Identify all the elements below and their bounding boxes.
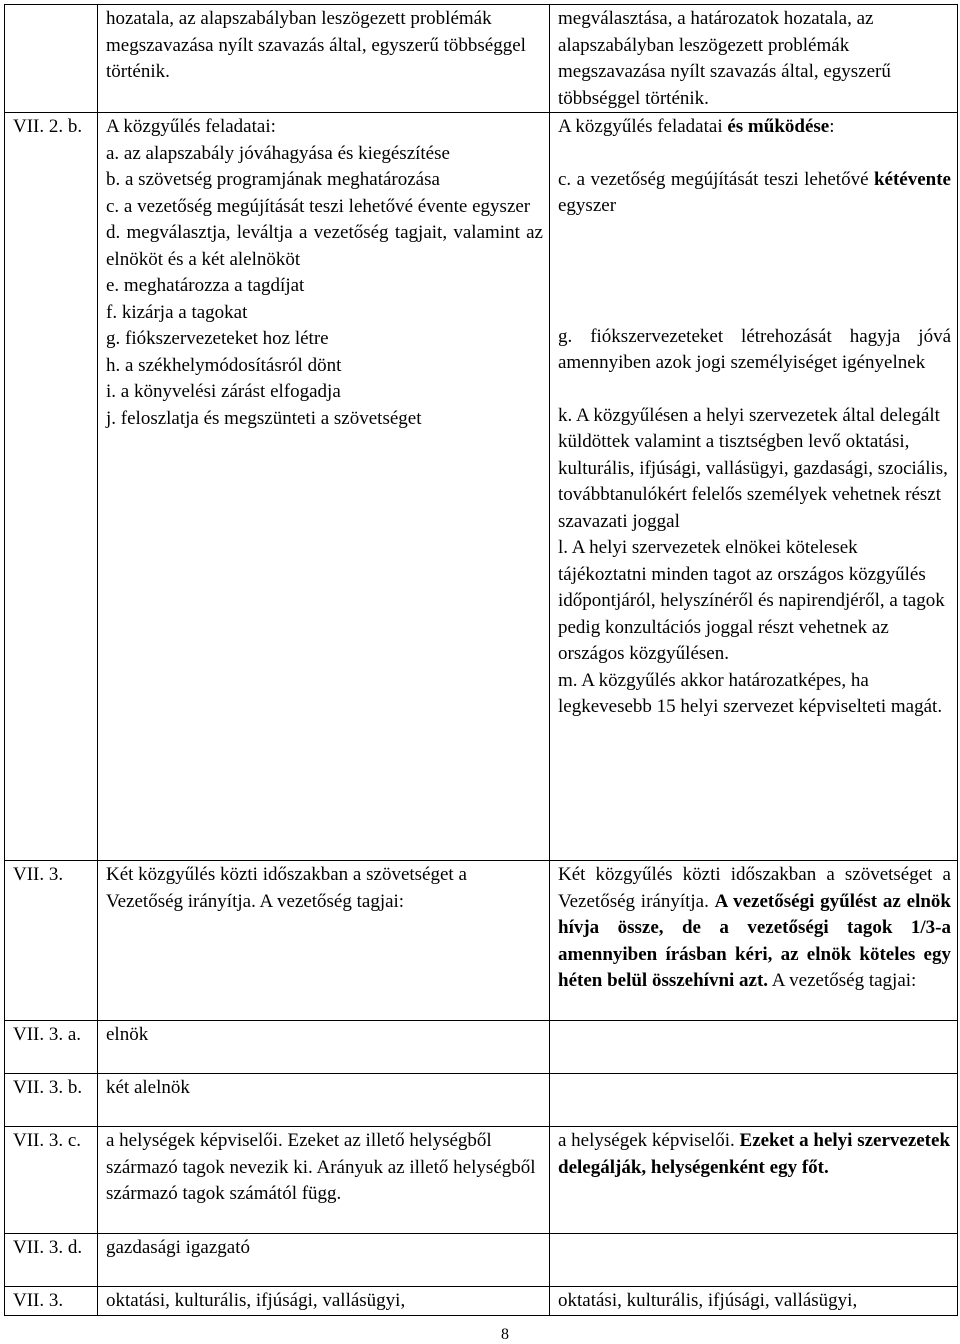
amended-text: oktatási, kulturális, ifjúsági, vallásügyi, [558, 1290, 858, 1311]
original-text-cell [98, 1287, 550, 1316]
article-id-cell: VII. 3. [5, 1287, 98, 1316]
amended-text-bold: A vezetőségi gyűlést az elnök hívja össze, de a vezetőségi tagok 1/3-a amennyiben írásban kéri, az elnök köteles egy héten belül összehívni azt. [558, 890, 951, 991]
original-text: Két közgyűlés közti időszakban a szövetséget a Vezetőség irányítja. A vezetőség tagjai: [106, 864, 467, 912]
original-text-cell [98, 5, 550, 113]
list-item: A közgyűlés feladatai: [106, 116, 276, 137]
amended-text: megválasztása, a határozatok hozatala, az alapszabályban leszögezett problémák megszavazása nyílt szavazás által, egyszerű többséggel történik. [558, 8, 891, 109]
original-text-cell [98, 1074, 550, 1127]
article-id-cell: VII. 3. b. [5, 1074, 98, 1127]
table-row [5, 861, 958, 1021]
amended-text-cell [550, 5, 958, 113]
article-id-cell: VII. 3. d. [5, 1234, 98, 1287]
amended-text-cell [550, 1287, 958, 1316]
list-item: l. A helyi szervezetek elnökei kötelesek tájékoztatni minden tagot az országos közgyűlés időpontjáról, helyszínéről és napirendjéről, a tagok pedig konzultációs joggal részt vehetnek az országos közgyűlésen. [558, 537, 945, 664]
amended-text-plain: a helységek képviselői. [558, 1130, 740, 1151]
amended-text-cell [550, 1234, 958, 1287]
list-item: h. a székhelymódosításról dönt [106, 354, 342, 376]
table-row [5, 1021, 958, 1074]
list-item: d. megválasztja, leváltja a vezetőség tagjait, valamint az elnököt és a két alelnököt [106, 222, 543, 270]
original-text: a helységek képviselői. Ezeket az illető helységből származó tagok nevezik ki. Arányuk az illető helységből származó tagok számától függ. [106, 1130, 536, 1204]
spacer [558, 220, 951, 246]
item-c-bold: kétévente [873, 168, 951, 190]
article-id-cell: VII. 3. a. [5, 1021, 98, 1074]
list-item: j. feloszlatja és megszünteti a szövetséget [106, 407, 422, 429]
list-item: f. kizárja a tagokat [106, 301, 248, 323]
original-text: oktatási, kulturális, ifjúsági, vallásügyi, [106, 1290, 406, 1311]
item-c-plain: c. a vezetőség megújítását teszi lehetővé [558, 168, 874, 190]
table-row [5, 1234, 958, 1287]
list-item: e. meghatározza a tagdíjat [106, 275, 305, 296]
amended-text-cell [550, 1127, 958, 1234]
amended-text-bold: Ezeket a helyi szervezetek delegálják, helységenként egy főt. [558, 1130, 951, 1178]
list-item: g. fiókszervezeteket létrehozását hagyja jóvá amennyiben azok jogi személyiséget igényelnek [558, 325, 951, 373]
table-row [5, 5, 958, 113]
page-number: 8 [501, 1326, 509, 1343]
original-text: gazdasági igazgató [106, 1237, 251, 1258]
table-row [5, 113, 958, 861]
amended-heading [558, 114, 951, 141]
amended-text-cell [550, 861, 958, 1021]
spacer [558, 141, 951, 167]
spacer [558, 246, 951, 272]
article-id-cell: VII. 3. c. [5, 1127, 98, 1234]
amended-text-plain-end: A vezetőség tagjai: [768, 970, 917, 991]
article-id-cell [5, 5, 98, 113]
original-text: két alelnök [106, 1077, 190, 1098]
list-item: c. a vezetőség megújítását teszi lehetővé évente egyszer [106, 195, 531, 217]
original-text: hozatala, az alapszabályban leszögezett problémák megszavazása nyílt szavazás által, egyszerű többséggel történik. [106, 8, 526, 82]
spacer [558, 377, 951, 403]
list-item: m. A közgyűlés akkor határozatképes, ha legkevesebb 15 helyi szervezet képviselteti magát. [558, 669, 943, 717]
original-text: elnök [106, 1024, 149, 1045]
spacer [558, 272, 951, 298]
spacer [558, 298, 951, 324]
original-text-cell [98, 113, 550, 861]
amended-text-plain: Két közgyűlés közti időszakban a szövetséget a Vezetőség irányítja. [558, 864, 951, 912]
table-row [5, 1287, 958, 1316]
list-item: i. a könyvelési zárást elfogadja [106, 381, 341, 402]
heading-plain: A közgyűlés feladatai [558, 116, 728, 137]
comparison-table [4, 4, 958, 1316]
table-row [5, 1074, 958, 1127]
original-text-cell [98, 861, 550, 1021]
list-item: b. a szövetség programjának meghatározása [106, 169, 440, 190]
heading-bold: és működése [727, 116, 830, 137]
list-item [558, 167, 951, 220]
article-id-cell: VII. 3. [5, 861, 98, 1021]
list-item: g. fiókszervezeteket hoz létre [106, 328, 329, 349]
item-c-end: egyszer [558, 195, 617, 216]
original-text-cell [98, 1021, 550, 1074]
article-id-cell: VII. 2. b. [5, 113, 98, 861]
list-item: a. az alapszabály jóváhagyása és kiegészítése [106, 142, 450, 164]
list-item: k. A közgyűlésen a helyi szervezetek által delegált küldöttek valamint a tisztségben levő oktatási, kulturális, ifjúsági, vallásügyi, gazdasági, szociális, továbbtanulókért felelős személyek vehetnek részt szavazati joggal [558, 404, 948, 532]
amended-text-cell [550, 113, 958, 861]
original-text-cell [98, 1127, 550, 1234]
original-text-cell [98, 1234, 550, 1287]
amended-text-cell [550, 1074, 958, 1127]
amended-text-cell [550, 1021, 958, 1074]
heading-end: : [829, 116, 835, 137]
table-row [5, 1127, 958, 1234]
